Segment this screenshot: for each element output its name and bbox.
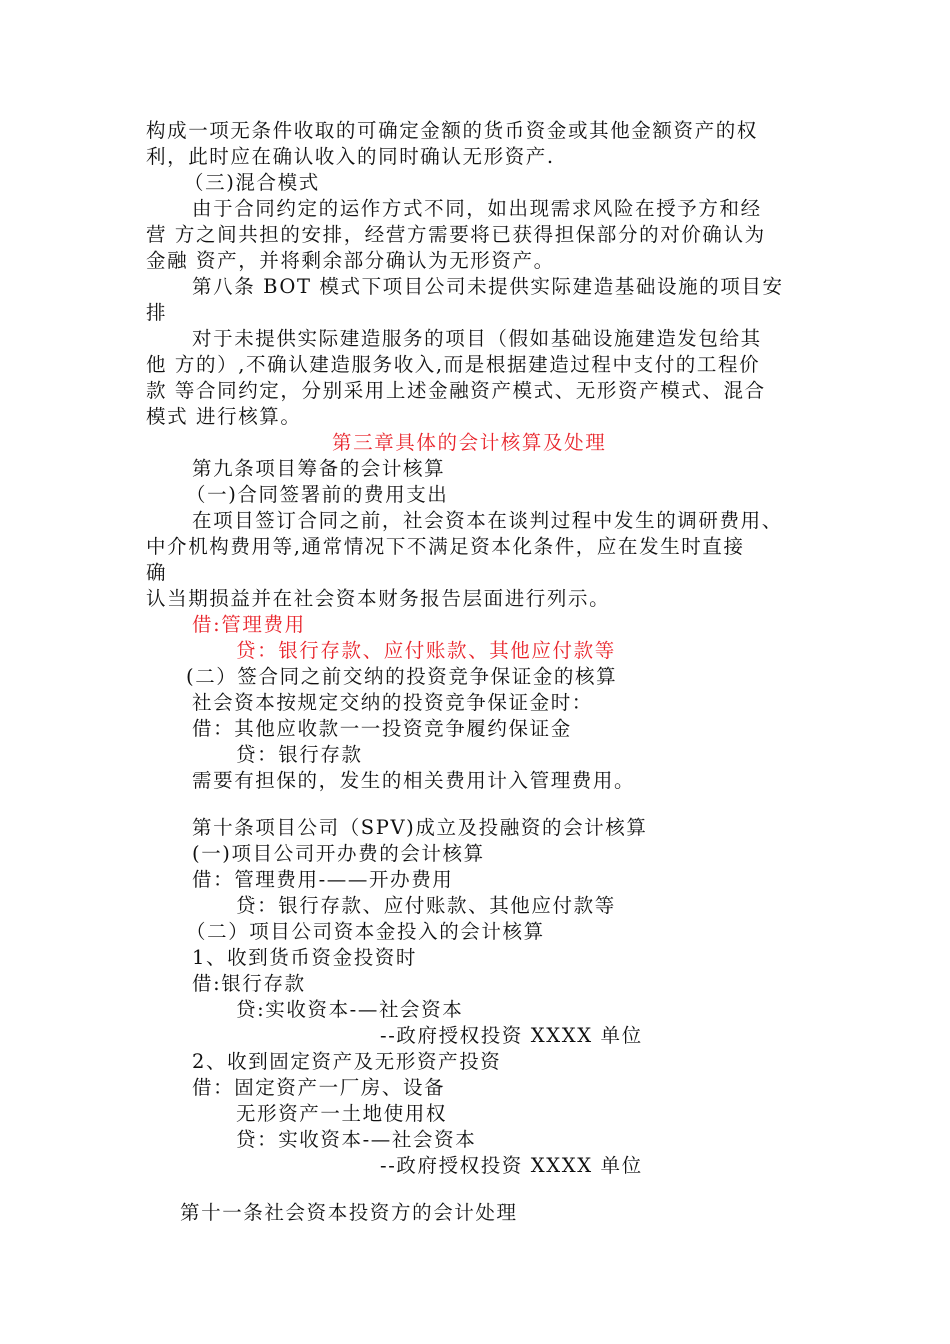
text-line-5: 营 方之间共担的安排，经营方需要将已获得担保部分的对价确认为 <box>146 223 766 246</box>
text-line-18: 确 <box>146 561 168 584</box>
article-heading: 第十条项目公司（SPV)成立及投融资的会计核算 <box>192 816 648 839</box>
text-line-23: 社会资本按规定交纳的投资竞争保证金时： <box>192 691 593 714</box>
journal-debit: 借：管理费用-——开办费用 <box>192 868 454 891</box>
journal-credit-sub: --政府授权投资 XXXX 单位 <box>380 1154 643 1177</box>
text-line-11: 款 等合同约定，分别采用上述金融资产模式、无形资产模式、混合 <box>146 379 766 402</box>
text-line-9: 对于未提供实际建造服务的项目（假如基础设施建造发包给其 <box>192 327 762 350</box>
text-line-26: 需要有担保的，发生的相关费用计入管理费用。 <box>192 769 636 792</box>
subsection-heading: （一)合同签署前的费用支出 <box>186 483 449 506</box>
subsection-heading: (一)项目公司开办费的会计核算 <box>192 842 485 865</box>
journal-debit-sub: 无形资产一土地使用权 <box>236 1102 448 1125</box>
journal-credit: 贷:实收资本-—社会资本 <box>236 998 464 1021</box>
journal-debit: 借：其他应收款一一投资竞争履约保证金 <box>192 717 572 740</box>
journal-debit: 借：固定资产一厂房、设备 <box>192 1076 446 1099</box>
subsection-heading: （三)混合模式 <box>184 171 320 194</box>
text-line-16: 在项目签订合同之前，社会资本在谈判过程中发生的调研费用、 <box>192 509 783 532</box>
list-item: 2、收到固定资产及无形资产投资 <box>192 1050 502 1073</box>
text-line-1: 构成一项无条件收取的可确定金额的货币资金或其他金额资产的权 <box>146 119 758 142</box>
text-line-6: 金融 资产，并将剩余部分确认为无形资产。 <box>146 249 555 272</box>
journal-credit: 贷：银行存款 <box>236 743 363 766</box>
subsection-heading: （二）项目公司资本金投入的会计核算 <box>186 920 545 943</box>
text-line-8: 排 <box>146 301 168 324</box>
article-heading: 第十一条社会资本投资方的会计处理 <box>180 1201 518 1224</box>
text-line-12: 模式 进行核算。 <box>146 405 302 428</box>
text-line-4: 由于合同约定的运作方式不同，如出现需求风险在授予方和经 <box>192 197 762 220</box>
journal-debit: 借:管理费用 <box>192 613 306 636</box>
journal-credit: 贷：银行存款、应付账款、其他应付款等 <box>236 639 616 662</box>
article-heading: 第八条 BOT 模式下项目公司未提供实际建造基础设施的项目安 <box>192 275 784 298</box>
text-line-17: 中介机构费用等,通常情况下不满足资本化条件，应在发生时直接 <box>146 535 745 558</box>
chapter-heading: 第三章具体的会计核算及处理 <box>332 431 607 454</box>
text-line-19: 认当期损益并在社会资本财务报告层面进行列示。 <box>146 587 611 610</box>
text-line-2: 利，此时应在确认收入的同时确认无形资产. <box>146 145 555 168</box>
journal-credit: 贷：银行存款、应付账款、其他应付款等 <box>236 894 616 917</box>
journal-credit-sub: --政府授权投资 XXXX 单位 <box>380 1024 643 1047</box>
subsection-heading: (二）签合同之前交纳的投资竞争保证金的核算 <box>186 665 618 688</box>
text-line-10: 他 方的）,不确认建造服务收入,而是根据建造过程中支付的工程价 <box>146 353 761 376</box>
journal-credit: 贷：实收资本-—社会资本 <box>236 1128 477 1151</box>
journal-debit: 借:银行存款 <box>192 972 306 995</box>
list-item: 1、收到货币资金投资时 <box>192 946 418 969</box>
article-heading: 第九条项目筹备的会计核算 <box>192 457 446 480</box>
